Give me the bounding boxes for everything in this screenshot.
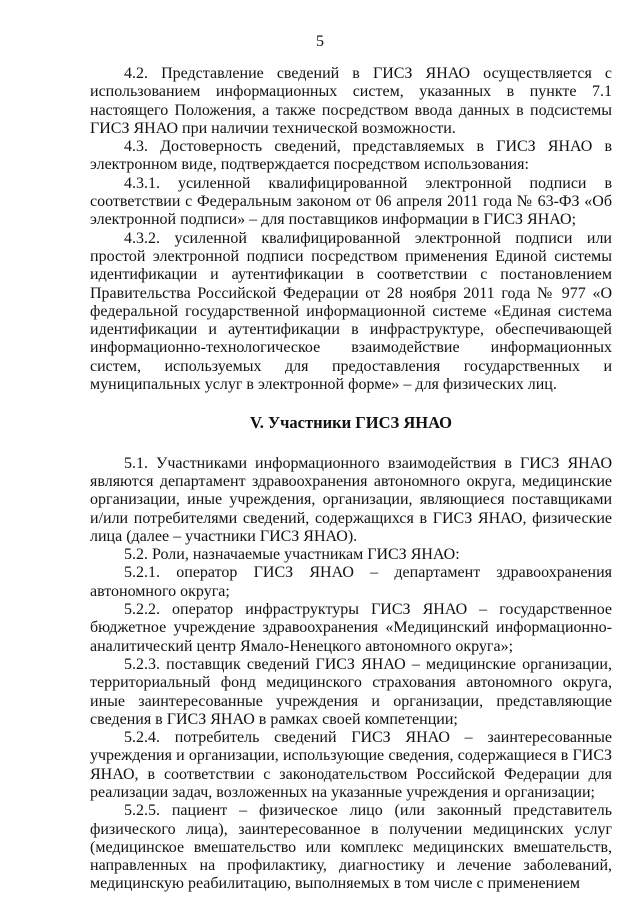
page-number: 5 [316,33,324,50]
paragraph-5-2-1: 5.2.1. оператор ГИСЗ ЯНАО – департамент здравоохранения автономного округа; [90,564,612,600]
paragraph-5-2-5: 5.2.5. пациент – физическое лицо (или законный представитель физического лица), заинтересованное в получении медицинских услуг (медицинское вмешательство или комплекс медицинских вмешательств, направленных на профилактику, диагностику и лечение заболеваний, медицинскую реабилитацию, выполняемых в том числе с применением [90,802,612,893]
paragraph-5-2: 5.2. Роли, назначаемые участникам ГИСЗ ЯНАО: [124,546,460,564]
section-heading: V. Участники ГИСЗ ЯНАО [249,413,453,433]
paragraph-5-2-3: 5.2.3. поставщик сведений ГИСЗ ЯНАО – медицинские организации, территориальный фонд медицинского страхования автономного округа, иные заинтересованные учреждения и организации, представляющие сведения в ГИСЗ ЯНАО в рамках своей компетенции; [90,655,612,728]
paragraph-5-2-4: 5.2.4. потребитель сведений ГИСЗ ЯНАО – заинтересованные учреждения и организации, использующие сведения, содержащиеся в ГИСЗ ЯНАО, в соответствии с законодательством Российской Федерации для реализации задач, возложенных на указанные учреждения и организации; [90,729,612,801]
paragraph-4-3-1: 4.3.1. усиленной квалифицированной электронной подписи в соответствии с Федеральным законом от 06 апреля 2011 года № 63-ФЗ «Об электронной подписи» – для поставщиков информации в ГИСЗ ЯНАО; [90,174,612,229]
document-body [90,65,612,894]
paragraph-4-3-2: 4.3.2. усиленной квалифицированной электронной подписи или простой электронной подписи посредством применения Единой системы идентификации и аутентификации в соответствии с постановлением Правительства Российской Федерации от 28 ноября 2011 года № 977 «О федеральной государственной информационной системе «Единая система идентификации и аутентификации в инфраструктуре, обеспечивающей информационно-технологическое взаимодействие информационных систем, используемых для предоставления государственных и муниципальных услуг в электронной форме» – для физических лиц. [90,229,612,394]
paragraph-5-2-2: 5.2.2. оператор инфраструктуры ГИСЗ ЯНАО – государственное бюджетное учреждение здравоохранения «Медицинский информационно-аналитический центр Ямало-Ненецкого автономного округа»; [90,601,612,655]
paragraph-5-1: 5.1. Участниками информационного взаимодействия в ГИСЗ ЯНАО являются департамент здравоохранения автономного округа, медицинские организации, иные учреждения, организации, являющиеся поставщиками и/или потребителями сведений, содержащихся в ГИСЗ ЯНАО, физические лица (далее – участники ГИСЗ ЯНАО). [90,454,612,545]
paragraph-4-2: 4.2. Представление сведений в ГИСЗ ЯНАО осуществляется с использованием информационных систем, указанных в пункте 7.1 настоящего Положения, а также посредством ввода данных в подсистемы ГИСЗ ЯНАО при наличии технической возможности. [90,65,612,137]
paragraph-4-3: 4.3. Достоверность сведений, представляемых в ГИСЗ ЯНАО в электронном виде, подтверждается посредством использования: [90,138,612,174]
